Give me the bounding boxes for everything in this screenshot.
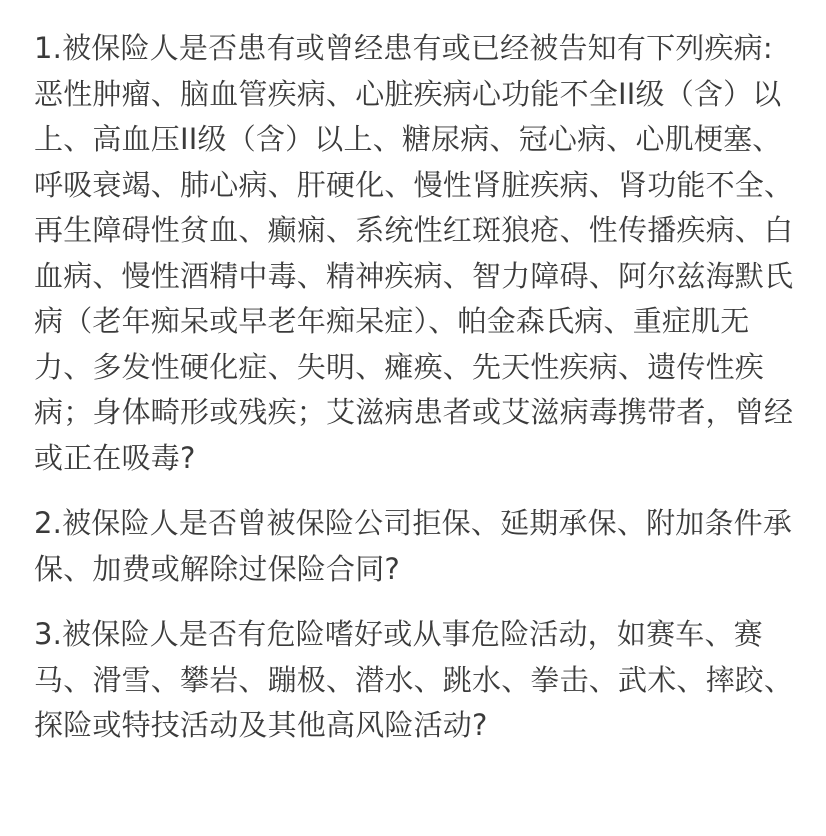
question-1-text: 1.被保险人是否患有或曾经患有或已经被告知有下列疾病: [34,31,773,65]
question-3 [34,612,806,749]
question-1 [34,26,806,481]
question-3-text: 3.被保险人是否有危险嗜好或从事危险活动，如赛车、赛马、滑雪、攀岩、蹦极、潜水、跳水、拳击、武术、摔跤、探险或特技活动及其他高风险活动? [34,617,794,742]
question-2-text: 2.被保险人是否曾被保险公司拒保、延期承保、附加条件承保、加费或解除过保险合同? [34,506,793,586]
question-1-disease-list: 恶性肿瘤、脑血管疾病、心脏疾病心功能不全II级（含）以上、高血压II级（含）以上、糖尿病、冠心病、心肌梗塞、呼吸衰竭、肺心病、肝硬化、慢性肾脏疾病、肾功能不全、再生障碍性贫血、癫痫、系统性红斑狼疮、性传播疾病、白血病、慢性酒精中毒、精神疾病、智力障碍、阿尔兹海默氏病（老年痴呆或早老年痴呆症）、帕金森氏病、重症肌无力、多发性硬化症、失明、瘫痪、先天性疾病、遗传性疾病；身体畸形或残疾；艾滋病患者或艾滋病毒携带者，曾经或正在吸毒? [34,76,794,475]
question-2 [34,501,806,592]
